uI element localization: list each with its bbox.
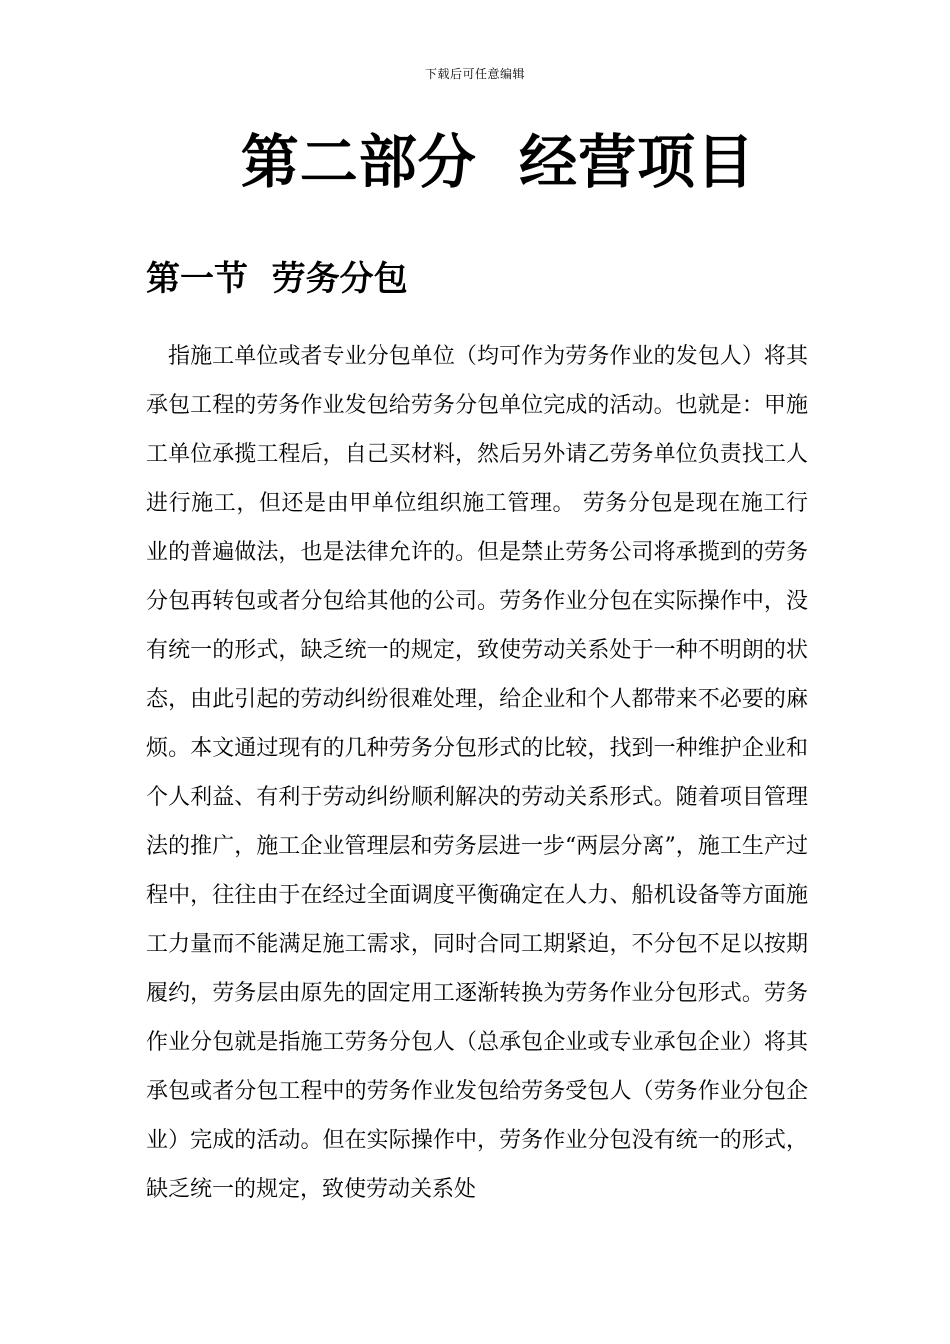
page-header-note: 下载后可任意编辑 xyxy=(424,67,525,81)
part-title: 第二部分 经营项目 xyxy=(240,128,756,196)
section-title: 第一节 劳务分包 xyxy=(146,259,408,299)
body-paragraph: 指施工单位或者专业分包单位（均可作为劳务作业的发包人）将其承包工程的劳务作业发包给劳务分包单位完成的活动。也就是：甲施工单位承揽工程后，自己买材料，然后另外请乙劳务单位负责找工人进行施工，但还是由甲单位组织施工管理。 劳务分包是现在施工行业的普遍做法，也是法律允许的。但是禁止劳务公司将承揽到的劳务分包再转包或者分包给其他的公司。劳务作业分包在实际操作中，没有统一的形式，缺乏统一的规定，致使劳动关系处于一种不明朗的状态，由此引起的劳动纠纷很难处理，给企业和个人都带来不必要的麻烦。本文通过现有的几种劳务分包形式的比较，找到一种维护企业和个人利益、有利于劳动纠纷顺利解决的劳动关系形式。随着项目管理法的推广，施工企业管理层和劳务层进一步“两层分离”，施工生产过程中，往往由于在经过全面调度平衡确定在人力、船机设备等方面施工力量而不能满足施工需求，同时合同工期紧迫，不分包不足以按期履约，劳务层由原先的固定用工逐渐转换为劳务作业分包形式。劳务作业分包就是指施工劳务分包人（总承包企业或专业承包企业）将其承包或者分包工程中的劳务作业发包给劳务受包人（劳务作业分包企业）完成的活动。但在实际操作中，劳务作业分包没有统一的形式，缺乏统一的规定，致使劳动关系处 xyxy=(146,344,808,1202)
